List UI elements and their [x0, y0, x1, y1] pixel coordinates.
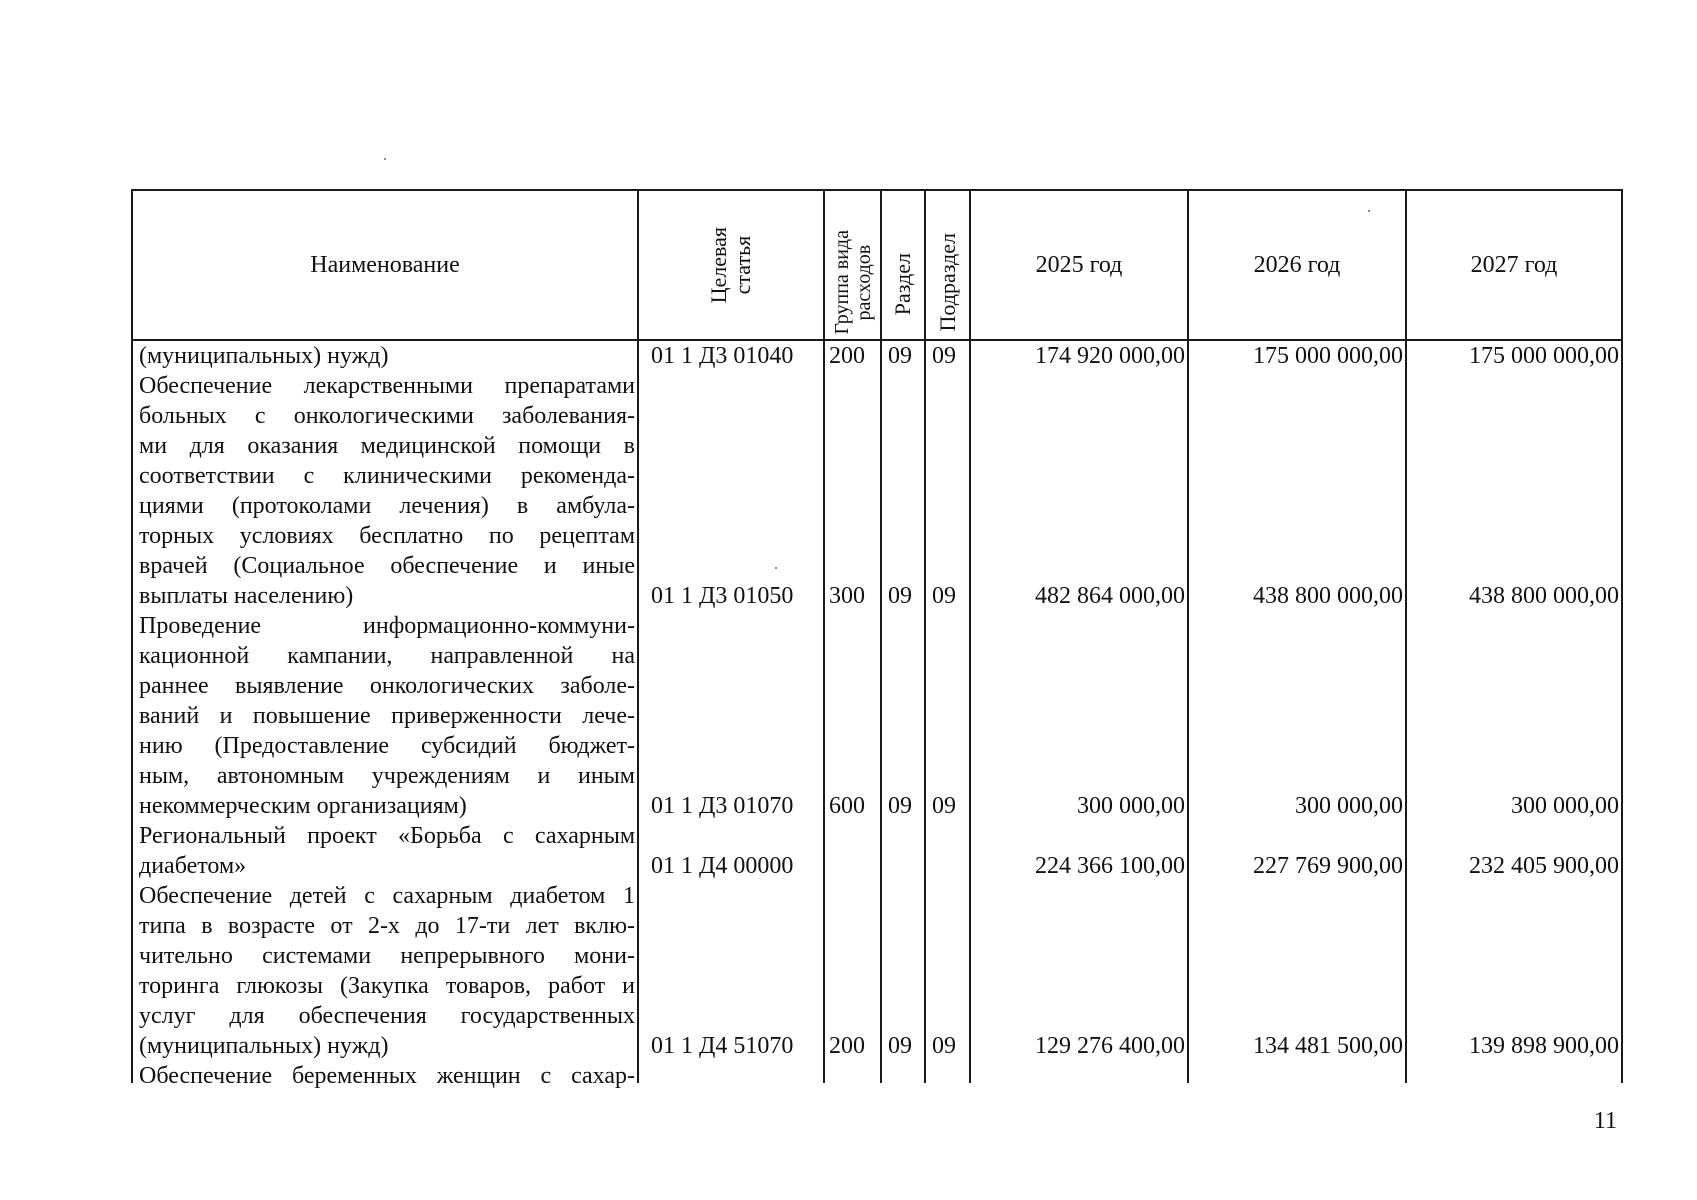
- row-expense-group: 600: [829, 793, 865, 819]
- row-name: Обеспечение детей с сахарным диабетом 1 типа в возрасте от 2-х до 17-ти лет вклю- чительно системами непрерывного мони- торинга глюкозы (Закупка товаров, работ и услуг для обеспечения государственных (муниципальных) нужд): [139, 883, 635, 1059]
- header-target-article: Целевая статья: [706, 226, 755, 304]
- header-year-2026: 2026 год: [1253, 251, 1341, 278]
- row-name: (муниципальных) нужд): [139, 343, 389, 369]
- row-value-2025: 224 366 100,00: [1035, 853, 1185, 879]
- header-year-2027: 2027 год: [1470, 251, 1558, 278]
- row-value-2026: 175 000 000,00: [1253, 343, 1403, 369]
- row-value-2025: 300 000,00: [1077, 793, 1185, 819]
- row-value-2027: 438 800 000,00: [1469, 583, 1619, 609]
- row-value-2027: 139 898 900,00: [1469, 1033, 1619, 1059]
- row-section: 09: [888, 793, 912, 819]
- table-header: [133, 191, 1621, 341]
- row-value-2026: 134 481 500,00: [1253, 1033, 1403, 1059]
- header-expense-group: Группа вида расходов: [830, 230, 875, 335]
- row-name: Проведение информационно-коммуни- кационной кампании, направленной на раннее выявление онкологических заболе- ваний и повышение приверженности лече- нию (Предоставление субсидий бюджет- ным, автономным учреждениям и иным некоммерческим организациям): [139, 613, 635, 819]
- header-year-2025: 2025 год: [1035, 251, 1123, 278]
- row-value-2026: 227 769 900,00: [1253, 853, 1403, 879]
- row-expense-group: 200: [829, 343, 865, 369]
- row-subsection: 09: [932, 1033, 956, 1059]
- header-section: Раздел: [890, 252, 915, 315]
- row-section: 09: [888, 583, 912, 609]
- row-value-2027: 300 000,00: [1511, 793, 1619, 819]
- header-subsection: Подраздел: [934, 232, 960, 331]
- budget-table: [131, 189, 1623, 1089]
- row-target-code: 01 1 Д3 01050: [651, 583, 794, 609]
- row-target-code: 01 1 Д3 01040: [651, 343, 794, 369]
- row-name: Региональный проект «Борьба с сахарным диабетом»: [139, 823, 635, 879]
- row-value-2027: 175 000 000,00: [1469, 343, 1619, 369]
- row-subsection: 09: [932, 343, 956, 369]
- row-target-code: 01 1 Д3 01070: [651, 793, 794, 819]
- row-section: 09: [888, 1033, 912, 1059]
- row-value-2026: 438 800 000,00: [1253, 583, 1403, 609]
- row-subsection: 09: [932, 583, 956, 609]
- row-value-2025: 129 276 400,00: [1035, 1033, 1185, 1059]
- row-section: 09: [888, 343, 912, 369]
- row-value-2027: 232 405 900,00: [1469, 853, 1619, 879]
- page-number: 11: [1593, 1108, 1617, 1134]
- row-value-2025: 174 920 000,00: [1035, 343, 1185, 369]
- row-subsection: 09: [932, 793, 956, 819]
- scan-speck: [384, 158, 386, 160]
- row-value-2026: 300 000,00: [1295, 793, 1403, 819]
- row-name: Обеспечение лекарственными препаратами больных с онкологическими заболевания- ми для оказания медицинской помощи в соответствии с клиническими рекоменда- циями (протоколами лечения) в амбула- торных условиях бесплатно по рецептам врачей (Социальное обеспечение и иные выплаты населению): [139, 373, 635, 609]
- row-name: Обеспечение беременных женщин с сахар-: [139, 1063, 635, 1089]
- row-value-2025: 482 864 000,00: [1035, 583, 1185, 609]
- row-expense-group: 200: [829, 1033, 865, 1059]
- row-target-code: 01 1 Д4 00000: [651, 853, 794, 879]
- row-expense-group: 300: [829, 583, 865, 609]
- row-target-code: 01 1 Д4 51070: [651, 1033, 794, 1059]
- header-name: Наименование: [310, 251, 460, 278]
